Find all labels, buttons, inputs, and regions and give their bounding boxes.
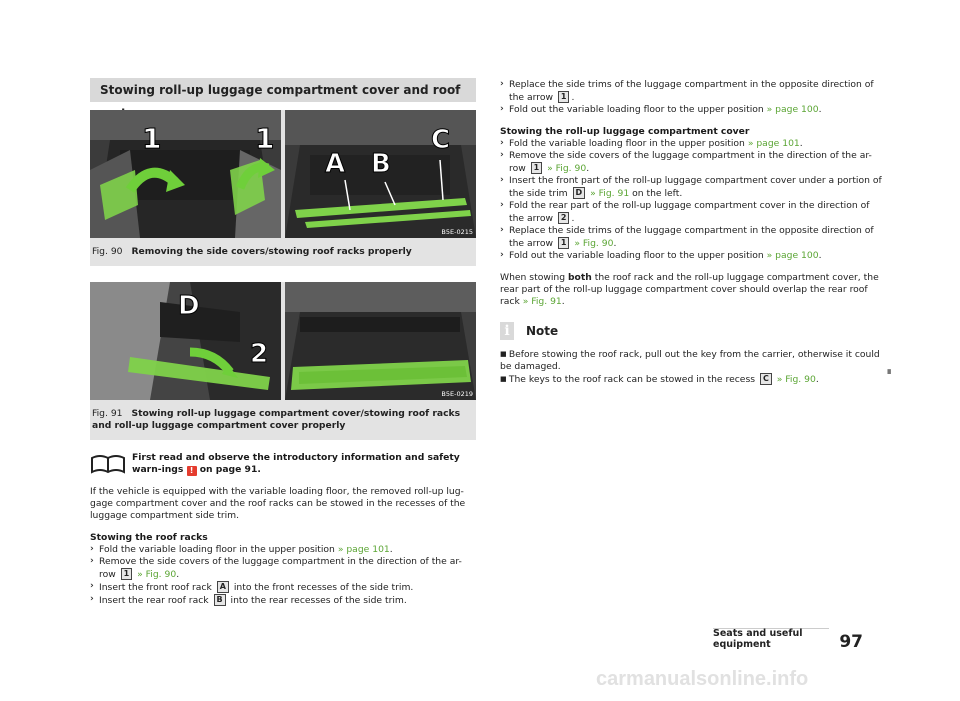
roof-step-1-text: Fold the variable loading floor in the upper position xyxy=(99,544,335,555)
right-column xyxy=(500,79,886,386)
note-bullet-2-text: The keys to the roof rack can be stowed in the recess xyxy=(508,374,756,385)
both-post: the roof rack and the roll-up luggage compartment cover, the rear part of the roll-up luggage compartment cover should overlap the rear roof rack xyxy=(500,272,879,307)
both-bold: both xyxy=(567,272,592,283)
roof-step-1 xyxy=(90,544,476,556)
fig90-label-1a: 1 xyxy=(142,122,162,155)
fig90-title: Removing the side covers/stowing roof racks properly xyxy=(131,246,412,257)
cover-step-4 xyxy=(500,200,886,225)
roof-step-1-link[interactable]: » page 101 xyxy=(337,544,390,555)
cover-step-6-end: . xyxy=(818,250,822,261)
roof-step-4-pre: Insert the rear roof rack xyxy=(99,595,209,606)
roof-step-2-text: Remove the side covers of the luggage compartment in the direction of the ar-row xyxy=(99,556,462,580)
figure-91 xyxy=(90,282,476,440)
cover-step-5 xyxy=(500,225,886,250)
trunk-side-photo xyxy=(90,282,281,400)
both-pre: When stowing xyxy=(500,272,566,283)
trunk-cover-photo xyxy=(285,282,476,400)
roof-step-4-post: into the rear recesses of the side trim. xyxy=(230,595,407,606)
fig91-code: B5E-0219 xyxy=(441,390,473,398)
book-icon xyxy=(90,452,126,476)
both-end: . xyxy=(561,296,565,307)
cover-step-3 xyxy=(500,175,886,200)
cover-step-4-end: . xyxy=(571,213,575,224)
note-bullet-2 xyxy=(500,373,886,386)
both-paragraph xyxy=(500,272,886,308)
cover-step-6-text: Fold out the variable loading floor to the upper position xyxy=(509,250,764,261)
cover-step-1-text: Fold the variable loading floor in the upper position xyxy=(509,138,745,149)
footer-chapter: Seats and useful equipment xyxy=(713,628,803,650)
fig90-code: B5E-0215 xyxy=(441,228,473,236)
cover-heading: Stowing the roll-up luggage compartment cover xyxy=(500,126,750,137)
note-bullet-2-key: C xyxy=(760,373,772,385)
cover-step-1-end: . xyxy=(799,138,803,149)
cover-step-3-key: D xyxy=(573,187,586,199)
right-step-2-end: . xyxy=(818,104,822,115)
fig91-label-2: 2 xyxy=(250,339,269,369)
cover-step-1 xyxy=(500,138,886,150)
end-marker: ∎ xyxy=(886,366,893,377)
trunk-photo-left xyxy=(90,110,281,238)
fig91-title: Stowing roll-up luggage compartment cover/stowing roof racks and roll-up luggage compartment cover properly xyxy=(92,408,461,431)
fig90-number: Fig. 90 xyxy=(92,246,123,257)
warning-tail: on page 91. xyxy=(199,464,261,475)
roof-step-2-link[interactable]: » Fig. 90 xyxy=(137,569,177,580)
cover-step-5-link[interactable]: » Fig. 90 xyxy=(574,238,614,249)
cover-step-2-end: . xyxy=(586,163,590,174)
warning-icon: ! xyxy=(187,466,197,476)
cover-step-3-text: Insert the front part of the roll-up luggage compartment cover under a portion of the side trim xyxy=(509,175,882,199)
roof-step-2 xyxy=(90,556,476,581)
cover-step-3-end: on the left. xyxy=(632,188,683,199)
cover-step-5-text: Replace the side trims of the luggage compartment in the opposite direction of the arrow xyxy=(509,225,874,249)
roof-step-3-post: into the front recesses of the side trim. xyxy=(233,582,414,593)
cover-step-2 xyxy=(500,150,886,175)
fig90-label-a: A xyxy=(324,149,345,179)
cover-step-5-key: 1 xyxy=(558,237,570,249)
fig91-number: Fig. 91 xyxy=(92,408,123,419)
safety-notice xyxy=(90,452,476,476)
fig91-label-d: D xyxy=(178,291,200,321)
note-bullet-2-link[interactable]: » Fig. 90 xyxy=(776,374,816,385)
right-step-1-end: . xyxy=(571,92,575,103)
note-header xyxy=(500,322,886,340)
cover-step-4-text: Fold the rear part of the roll-up luggage compartment cover in the direction of the arrow xyxy=(509,200,870,224)
right-step-2-text: Fold out the variable loading floor to the upper position xyxy=(509,104,764,115)
roof-racks-heading: Stowing the roof racks xyxy=(90,532,208,543)
watermark: carmanualsonline.info xyxy=(596,668,809,690)
fig91-caption xyxy=(90,400,476,440)
note-title: Note xyxy=(526,324,559,338)
page-number: 97 xyxy=(839,632,863,652)
cover-step-1-link[interactable]: » page 101 xyxy=(747,138,800,149)
roof-step-3-pre: Insert the front roof rack xyxy=(99,582,212,593)
fig90-label-1b: 1 xyxy=(255,122,275,155)
warning-text: First read and observe the introductory information and safety warn-ings xyxy=(132,452,460,475)
roof-step-3-key: A xyxy=(217,581,229,593)
both-link[interactable]: » Fig. 91 xyxy=(522,296,562,307)
trunk-photo-right xyxy=(285,110,476,238)
roof-step-3 xyxy=(90,581,476,594)
right-step-2-link[interactable]: » page 100 xyxy=(766,104,819,115)
right-step-2 xyxy=(500,104,886,116)
right-step-1-text: Replace the side trims of the luggage compartment in the opposite direction of the arrow xyxy=(509,79,874,103)
roof-step-4-key: B xyxy=(214,594,226,606)
roof-step-1-end: . xyxy=(389,544,393,555)
cover-step-2-text: Remove the side covers of the luggage compartment in the direction of the ar-row xyxy=(509,150,872,174)
info-icon: i xyxy=(500,322,514,340)
fig90-caption xyxy=(90,238,476,266)
cover-step-3-link[interactable]: » Fig. 91 xyxy=(590,188,630,199)
cover-step-5-end: . xyxy=(613,238,617,249)
note-bullet-1: ■ Before stowing the roof rack, pull out the key from the carrier, otherwise it could be damaged. xyxy=(500,348,886,373)
fig91-right-image xyxy=(285,282,477,400)
roof-step-4 xyxy=(90,594,476,607)
fig90-label-b: B xyxy=(370,149,391,179)
roof-step-2-key: 1 xyxy=(121,568,133,580)
page-footer xyxy=(713,628,863,650)
section-title: Stowing roll-up luggage compartment cover and roof xyxy=(90,78,476,102)
right-step-1-key: 1 xyxy=(558,91,570,103)
cover-step-6 xyxy=(500,250,886,262)
cover-step-6-link[interactable]: » page 100 xyxy=(766,250,819,261)
fig90-label-c: C xyxy=(430,125,450,155)
cover-step-4-key: 2 xyxy=(558,212,570,224)
roof-step-2-end: . xyxy=(176,569,180,580)
fig91-left-image xyxy=(90,282,282,400)
fig90-right-image xyxy=(285,110,477,238)
intro-paragraph: If the vehicle is equipped with the variable loading floor, the removed roll-up lug-gage compartment cover and the roof racks can be stowed in the recesses of the luggage compartment side trim. xyxy=(90,486,466,521)
fig90-left-image xyxy=(90,110,282,238)
right-step-1 xyxy=(500,79,886,104)
note-bullet-2-end: . xyxy=(815,374,819,385)
cover-step-2-key: 1 xyxy=(531,162,543,174)
left-column xyxy=(90,78,476,607)
cover-step-2-link[interactable]: » Fig. 90 xyxy=(547,163,587,174)
figure-90 xyxy=(90,110,476,266)
